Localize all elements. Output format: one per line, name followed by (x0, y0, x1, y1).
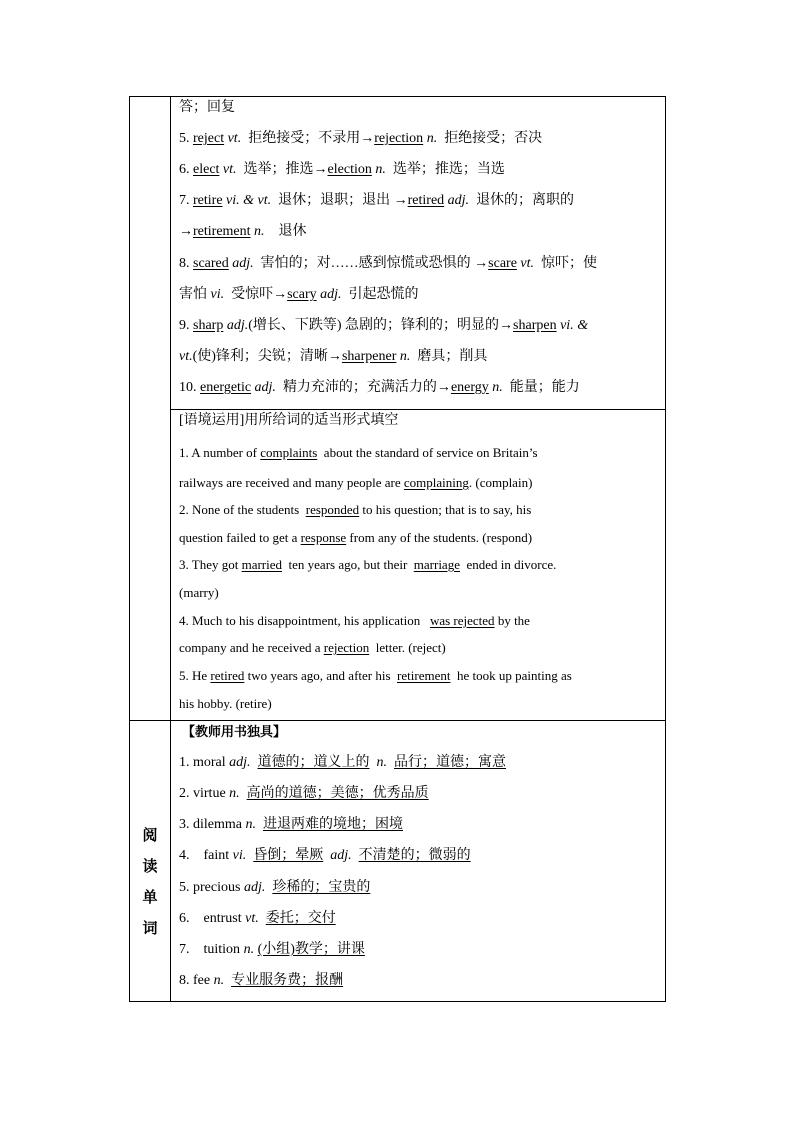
row-divider-usage (170, 409, 665, 410)
usage-sentence-1-cont: railways are received and many people are complaining. (complain) (179, 475, 533, 490)
teacher-book-header: 【教师用书独具】 (182, 725, 287, 740)
usage-sentence-1: 1. A number of complaints about the standard of service on Britain’s (179, 445, 538, 460)
vocab-item-10: 10. energetic adj. 精力充沛的；充满活力的→energy n. 能量；能力 (179, 380, 580, 395)
reading-item-6: 6. entrust vt. 委托；交付 (179, 911, 336, 926)
usage-sentence-5: 5. He retired two years ago, and after his retirement he took up painting as (179, 668, 572, 683)
vocab-item-8-cont: 害怕 vi. 受惊吓→scary adj. 引起恐慌的 (179, 287, 419, 302)
usage-sentence-3: 3. They got married ten years ago, but their marriage ended in divorce. (179, 557, 557, 572)
reading-item-3: 3. dilemma n. 进退两难的境地；困境 (179, 817, 403, 832)
vocab-item-8: 8. scared adj. 害怕的；对……感到惊慌或恐惧的 →scare vt. 惊吓；使 (179, 256, 598, 271)
usage-title: [语境运用]用所给词的适当形式填空 (179, 413, 399, 428)
vocab-continued: 答；回复 (179, 100, 235, 115)
usage-sentence-5-cont: his hobby. (retire) (179, 696, 272, 711)
vocab-item-9: 9. sharp adj.(增长、下跌等) 急剧的；锋利的；明显的→sharpen vi. & (179, 318, 589, 333)
usage-sentence-3-cont: (marry) (179, 585, 219, 600)
vocab-item-7-cont: →retirement n. 退休 (179, 224, 307, 239)
row-divider-reading (130, 720, 665, 721)
reading-words-label: 阅 读 单 词 (142, 828, 158, 937)
reading-item-1: 1. moral adj. 道德的；道义上的 n. 品行；道德；寓意 (179, 755, 507, 770)
reading-item-4: 4. faint vi. 昏倒；晕厥 adj. 不清楚的；微弱的 (179, 848, 471, 863)
vocab-item-9-cont: vt.(使)锋利；尖锐；清晰→sharpener n. 磨具；削具 (179, 349, 488, 364)
reading-item-8: 8. fee n. 专业服务费；报酬 (179, 973, 344, 988)
usage-sentence-2-cont: question failed to get a response from any of the students. (respond) (179, 530, 533, 545)
vocab-item-6: 6. elect vt. 选举；推选→election n. 选举；推选；当选 (179, 162, 505, 177)
vocabulary-table (129, 96, 666, 1002)
reading-item-7: 7. tuition n. (小组)教学；讲课 (179, 942, 365, 957)
vocab-item-7: 7. retire vi. & vt. 退休；退职；退出 →retired adj. 退休的；离职的 (179, 193, 575, 208)
usage-sentence-2: 2. None of the students responded to his question; that is to say, his (179, 502, 532, 517)
reading-item-2: 2. virtue n. 高尚的道德；美德；优秀品质 (179, 786, 429, 801)
usage-sentence-4-cont: company and he received a rejection letter. (reject) (179, 640, 446, 655)
usage-sentence-4: 4. Much to his disappointment, his application was rejected by the (179, 613, 530, 628)
column-divider (170, 97, 171, 1001)
vocab-item-5: 5. reject vt. 拒绝接受；不录用→rejection n. 拒绝接受；否决 (179, 131, 543, 146)
reading-item-5: 5. precious adj. 珍稀的；宝贵的 (179, 880, 371, 895)
